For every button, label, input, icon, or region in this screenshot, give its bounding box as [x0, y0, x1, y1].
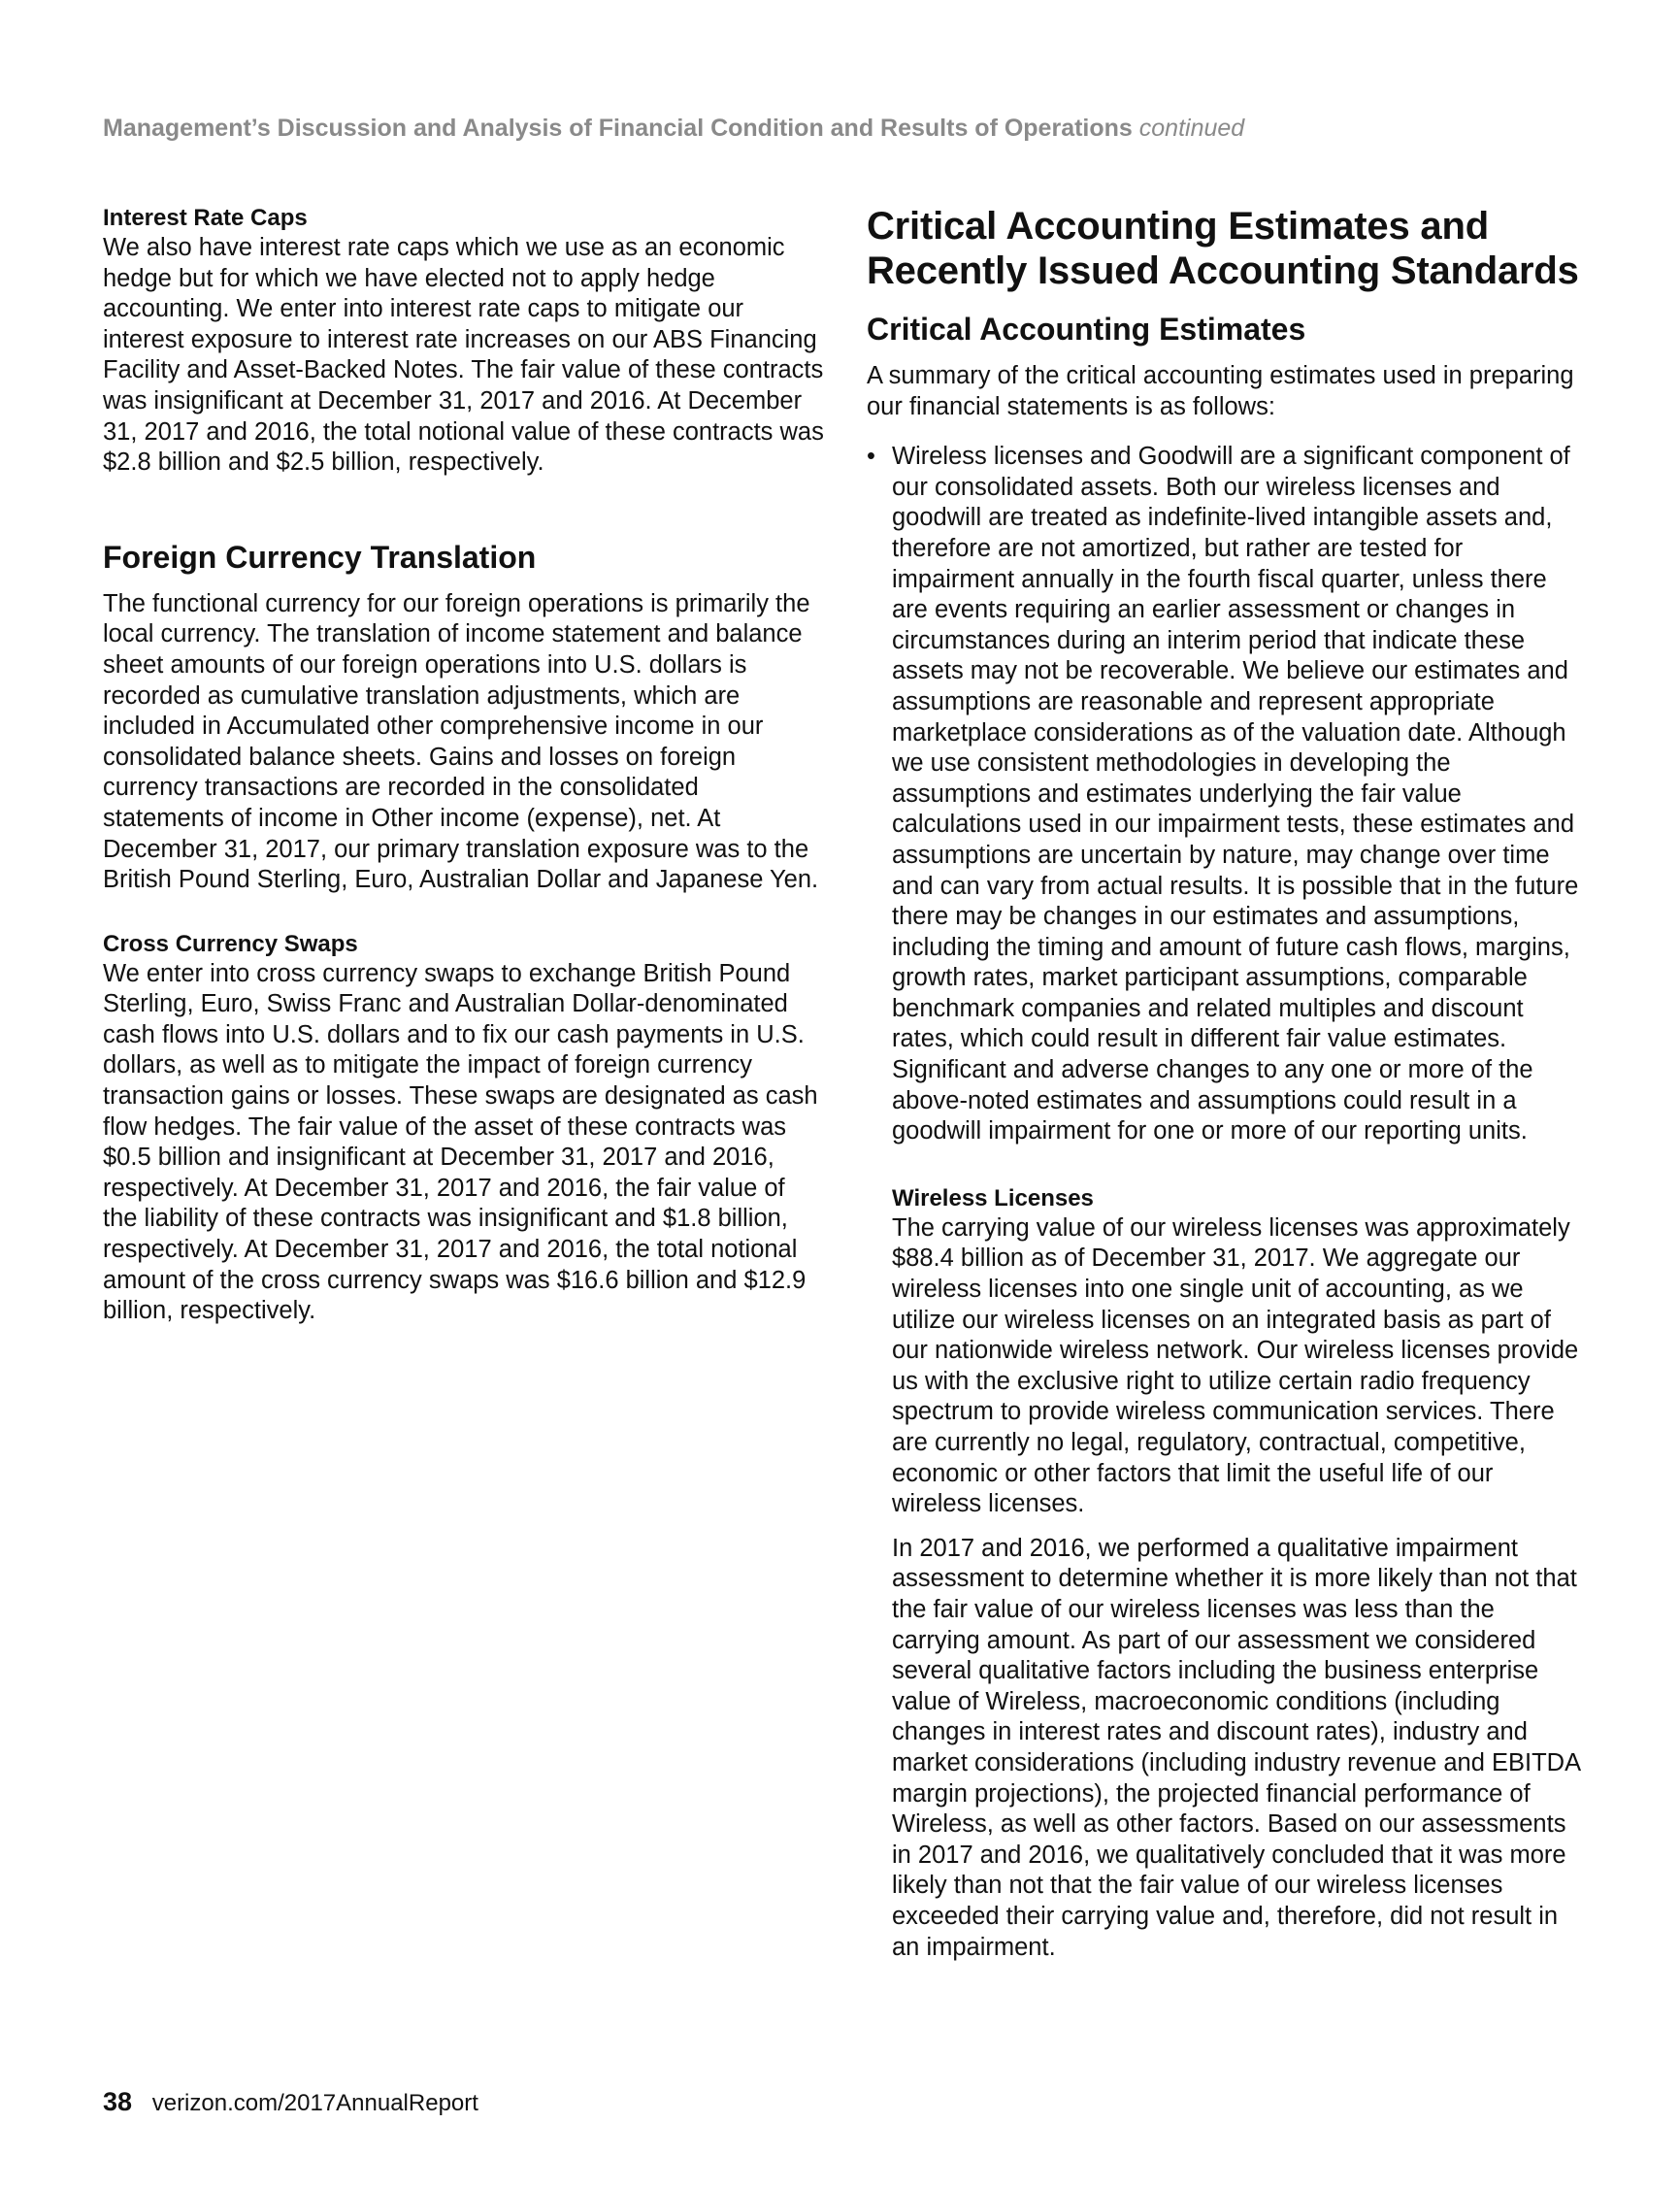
running-header: [103, 115, 1244, 143]
intro-text: A summary of the critical accounting estimates used in preparing our financial statements is as follows:: [867, 362, 1574, 420]
page-number: 38: [103, 2087, 133, 2116]
left-column: [103, 204, 826, 1327]
bullet-text: Wireless licenses and Goodwill are a significant component of our consolidated assets. Both our wireless licenses and goodwill are treated as indefinite-lived intangible assets and, therefore are not amortized, but rather are tested for impairment annually in the fourth fiscal quarter, unless there are events requiring an earlier assessment or changes in circumstances during an interim period that indicate these assets may not be recoverable. We believe our estimates and assumptions are reasonable and represent appropriate marketplace considerations as of the valuation date. Although we use consistent methodologies in developing the assumptions and estimates underlying the fair value calculations used in our impairment tests, these estimates and assumptions are uncertain by nature, may change over time and can vary from actual results. It is possible that in the future there may be changes in our estimates and assumptions, including the timing and amount of future cash flows, margins, growth rates, market participant assumptions, comparable benchmark companies and related multiples and discount rates, which could result in different fair value estimates. Significant and adverse changes to any one or more of the above-noted estimates and assumptions could result in a goodwill impairment for one or more of our reporting units.: [892, 443, 1579, 1145]
footer-url: verizon.com/2017AnnualReport: [151, 2090, 478, 2116]
page-footer: [103, 2087, 478, 2117]
cross-currency-swaps-section: [103, 930, 826, 1327]
foreign-currency-heading: Foreign Currency Translation: [103, 539, 537, 575]
running-header-title: Management’s Discussion and Analysis of Financial Condition and Results of Operations: [103, 115, 1133, 142]
foreign-currency-text: The functional currency for our foreign operations is primarily the local currency. The translation of income statement and balance sheet amounts of our foreign operations into U.S. dollars is recorded as cumulative translation adjustments, which are included in Accumulated other comprehensive income in our consolidated balance sheets. Gains and losses on foreign currency transactions are recorded in the consolidated statements of income in Other income (expense), net. At December 31, 2017, our primary translation exposure was to the British Pound Sterling, Euro, Australian Dollar and Japanese Yen.: [103, 589, 819, 894]
interest-rate-caps-heading: Interest Rate Caps: [103, 205, 308, 231]
cross-currency-swaps-text: We enter into cross currency swaps to exchange British Pound Sterling, Euro, Swiss Franc and Australian Dollar-denominated cash flows into U.S. dollars and to fix our cash payments in U.S. dollars, as well as to mitigate the impact of foreign currency transaction gains or losses. These swaps are designated as cash flow hedges. The fair value of the asset of these contracts was $0.5 billion and insignificant at December 31, 2017 and 2016, respectively. At December 31, 2017 and 2016, the fair value of the liability of these contracts was insignificant and $1.8 billion, respectively. At December 31, 2017 and 2016, the total notional amount of the cross currency swaps was $16.6 billion and $12.9 billion, respectively.: [103, 959, 818, 1325]
wireless-licenses-para2: In 2017 and 2016, we performed a qualitative impairment assessment to determine whether it is more likely than not that the fair value of our wireless licenses was less than the carrying amount. As part of our assessment we considered several qualitative factors including the business enterprise value of Wireless, macroeconomic conditions (including changes in interest rates and discount rates), industry and market considerations (including industry revenue and EBITDA margin projections), the projected financial performance of Wireless, as well as other factors. Based on our assessments in 2017 and 2016, we qualitatively concluded that it was more likely than not that the fair value of our wireless licenses exceeded their carrying value and, therefore, did not result in an impairment.: [892, 1534, 1580, 1961]
cross-currency-swaps-heading: Cross Currency Swaps: [103, 930, 358, 957]
foreign-currency-section: [103, 539, 826, 896]
wireless-licenses-heading: Wireless Licenses: [892, 1184, 1094, 1211]
subsection-title: Critical Accounting Estimates: [867, 312, 1306, 347]
bullet-item: [867, 442, 1585, 1963]
bullet-dot: •: [867, 443, 875, 471]
interest-rate-caps-section: [103, 204, 826, 479]
section-title: Critical Accounting Estimates and Recently Issued Accounting Standards: [867, 205, 1579, 292]
running-header-continued: continued: [1138, 115, 1245, 142]
wireless-licenses-para1: The carrying value of our wireless licenses was approximately $88.4 billion as of December 31, 2017. We aggregate our wireless licenses into one single unit of accounting, as we utilize our wireless licenses on an integrated basis as part of our nationwide wireless network. Our wireless licenses provide us with the exclusive right to utilize certain radio frequency spectrum to provide wireless communication services. There are currently no legal, regulatory, contractual, competitive, economic or other factors that limit the useful life of our wireless licenses.: [892, 1213, 1579, 1518]
right-column: [867, 204, 1585, 1963]
wireless-licenses-section: [892, 1184, 1585, 1963]
interest-rate-caps-text: We also have interest rate caps which we use as an economic hedge but for which we have elected not to apply hedge accounting. We enter into interest rate caps to mitigate our interest exposure to interest rate increases on our ABS Financing Facility and Asset-Backed Notes. The fair value of these contracts was insignificant at December 31, 2017 and 2016. At December 31, 2017 and 2016, the total notional value of these contracts was $2.8 billion and $2.5 billion, respectively.: [103, 234, 824, 477]
